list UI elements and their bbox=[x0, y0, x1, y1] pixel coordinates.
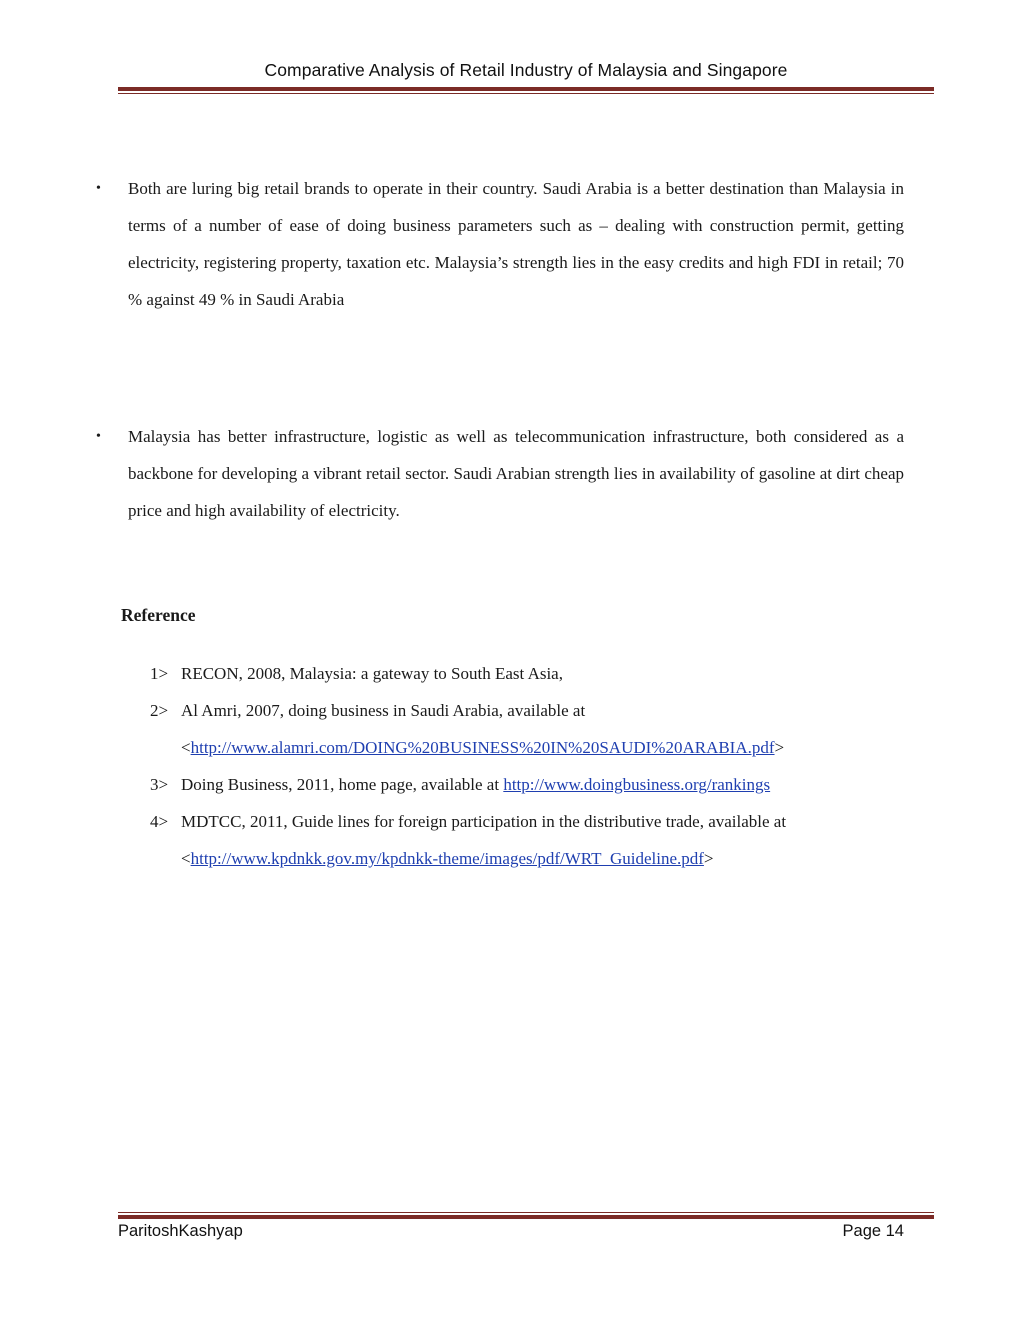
bullet-text: Malaysia has better infrastructure, logistic as well as telecommunication infrastructure, both considered as a backbone for developing a vibrant retail sector. Saudi Arabian strength lies in availability of gasoline at dirt cheap price and high availability of electricity. bbox=[128, 427, 904, 520]
bullet-item-2 bbox=[96, 418, 904, 529]
footer-author: ParitoshKashyap bbox=[118, 1222, 243, 1240]
page-header-title: Comparative Analysis of Retail Industry of Malaysia and Singapore bbox=[264, 60, 788, 80]
bracket-close: > bbox=[703, 849, 714, 868]
reference-number: 4> bbox=[150, 812, 169, 831]
bullet-marker: • bbox=[96, 429, 101, 444]
reference-link[interactable]: http://www.alamri.com/DOING%20BUSINESS%20IN%20SAUDI%20ARABIA.pdf bbox=[190, 738, 775, 757]
bracket-close: > bbox=[774, 738, 785, 757]
reference-text: MDTCC, 2011, Guide lines for foreign participation in the distributive trade, available at bbox=[181, 812, 787, 831]
reference-number: 3> bbox=[150, 775, 169, 794]
reference-list bbox=[150, 655, 910, 877]
reference-text: Doing Business, 2011, home page, available at bbox=[181, 775, 504, 794]
reference-number: 2> bbox=[150, 701, 169, 720]
reference-item-4 bbox=[150, 803, 910, 877]
bracket-open: < bbox=[181, 849, 191, 868]
bullet-item-1 bbox=[96, 170, 904, 318]
reference-link[interactable]: http://www.doingbusiness.org/rankings bbox=[503, 775, 771, 794]
bracket-open: < bbox=[181, 738, 191, 757]
bullet-text: Both are luring big retail brands to operate in their country. Saudi Arabia is a better destination than Malaysia in terms of a number of ease of doing business parameters such as – dealing with construction permit, getting electricity, registering property, taxation etc. Malaysia’s strength lies in the easy credits and high FDI in retail; 70 % against 49 % in Saudi Arabia bbox=[128, 179, 904, 309]
reference-item-3 bbox=[150, 766, 910, 803]
reference-item-1 bbox=[150, 655, 910, 692]
reference-text: RECON, 2008, Malaysia: a gateway to South East Asia, bbox=[181, 664, 563, 683]
reference-item-2 bbox=[150, 692, 910, 766]
reference-text: Al Amri, 2007, doing business in Saudi Arabia, available at bbox=[181, 701, 586, 720]
footer-page-number: Page 14 bbox=[842, 1222, 904, 1240]
bullet-marker: • bbox=[96, 181, 101, 196]
header-rule bbox=[118, 87, 934, 94]
reference-number: 1> bbox=[150, 664, 169, 683]
footer-rule bbox=[118, 1212, 934, 1219]
reference-heading: Reference bbox=[121, 605, 196, 625]
reference-link[interactable]: http://www.kpdnkk.gov.my/kpdnkk-theme/images/pdf/WRT_Guideline.pdf bbox=[190, 849, 704, 868]
